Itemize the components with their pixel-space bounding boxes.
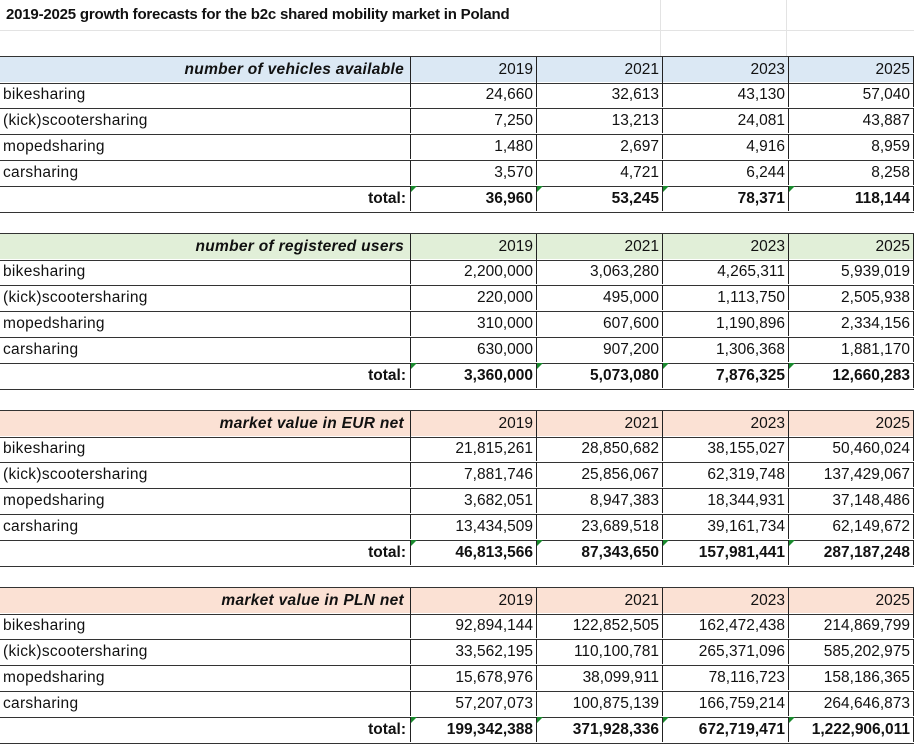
gridline [0,30,914,31]
table-row [0,134,914,161]
section-header-label[interactable]: number of vehicles available [0,57,410,82]
value-cell[interactable]: 220,000 [410,285,536,310]
formula-warning-icon [789,540,795,546]
year-header-cell[interactable]: 2025 [788,588,914,613]
value-cell[interactable]: 32,613 [536,82,662,107]
table-row [0,337,914,364]
value-cell[interactable]: 3,570 [410,160,536,185]
table-row [0,613,914,640]
table-row [0,639,914,666]
value-cell[interactable]: 158,186,365 [788,665,914,690]
section-header-label[interactable]: market value in EUR net [0,411,410,436]
formula-warning-icon [537,540,543,546]
total-label[interactable]: total: [368,367,406,384]
value-cell[interactable]: 3,682,051 [410,488,536,513]
year-header-cell[interactable]: 2025 [788,411,914,436]
total-cell[interactable]: 46,813,566 [410,540,536,565]
row-label[interactable]: bikesharing [3,263,86,280]
total-cell[interactable]: 12,660,283 [788,363,914,388]
value-cell[interactable]: 28,850,682 [536,436,662,461]
total-cell[interactable]: 287,187,248 [788,540,914,565]
total-cell[interactable]: 7,876,325 [662,363,788,388]
section-header-row [0,56,914,84]
row-label[interactable]: carsharing [3,518,79,535]
formula-warning-icon [663,717,669,723]
value-cell[interactable]: 37,148,486 [788,488,914,513]
table-row [0,160,914,187]
value-cell[interactable]: 7,250 [410,108,536,133]
table-row [0,259,914,286]
value-cell[interactable]: 1,306,368 [662,337,788,362]
value-cell[interactable]: 310,000 [410,311,536,336]
total-row [0,540,914,567]
total-cell[interactable]: 53,245 [536,186,662,211]
total-cell[interactable]: 199,342,388 [410,717,536,742]
value-cell[interactable]: 13,434,509 [410,514,536,539]
value-cell[interactable]: 4,265,311 [662,259,788,284]
table-row [0,436,914,463]
value-cell[interactable]: 907,200 [536,337,662,362]
table-row [0,691,914,718]
value-cell[interactable]: 166,759,214 [662,691,788,716]
year-header-cell[interactable]: 2021 [536,234,662,259]
section-header-label[interactable]: market value in PLN net [0,588,410,613]
value-cell[interactable]: 1,190,896 [662,311,788,336]
value-cell[interactable]: 630,000 [410,337,536,362]
total-cell[interactable]: 78,371 [662,186,788,211]
formula-warning-icon [789,717,795,723]
total-row [0,363,914,390]
value-cell[interactable]: 4,721 [536,160,662,185]
table-row [0,514,914,541]
row-label[interactable]: bikesharing [3,440,86,457]
value-cell[interactable]: 162,472,438 [662,613,788,638]
formula-warning-icon [663,540,669,546]
sheet-title: 2019-2025 growth forecasts for the b2c shared mobility market in Poland [6,6,510,23]
value-cell[interactable]: 8,947,383 [536,488,662,513]
value-cell[interactable]: 62,149,672 [788,514,914,539]
year-header-cell[interactable]: 2019 [410,588,536,613]
value-cell[interactable]: 2,334,156 [788,311,914,336]
value-cell[interactable]: 24,081 [662,108,788,133]
section-header-row [0,233,914,261]
row-label[interactable]: mopedsharing [3,669,105,686]
total-label[interactable]: total: [368,721,406,738]
total-cell[interactable]: 3,360,000 [410,363,536,388]
value-cell[interactable]: 3,063,280 [536,259,662,284]
value-cell[interactable]: 1,480 [410,134,536,159]
total-cell[interactable]: 87,343,650 [536,540,662,565]
total-row [0,186,914,213]
row-label[interactable]: (kick)scootersharing [3,643,148,660]
value-cell[interactable]: 1,113,750 [662,285,788,310]
value-cell[interactable]: 214,869,799 [788,613,914,638]
value-cell[interactable]: 2,505,938 [788,285,914,310]
formula-warning-icon [537,363,543,369]
value-cell[interactable]: 607,600 [536,311,662,336]
year-header-cell[interactable]: 2021 [536,57,662,82]
formula-warning-icon [537,186,543,192]
value-cell[interactable]: 57,207,073 [410,691,536,716]
row-label[interactable]: carsharing [3,695,79,712]
year-header-cell[interactable]: 2023 [662,234,788,259]
value-cell[interactable]: 6,244 [662,160,788,185]
formula-warning-icon [537,717,543,723]
year-header-cell[interactable]: 2021 [536,411,662,436]
year-header-cell[interactable]: 2019 [410,234,536,259]
value-cell[interactable]: 38,155,027 [662,436,788,461]
row-label[interactable]: carsharing [3,164,79,181]
year-header-cell[interactable]: 2019 [410,411,536,436]
value-cell[interactable]: 495,000 [536,285,662,310]
value-cell[interactable]: 100,875,139 [536,691,662,716]
total-cell[interactable]: 672,719,471 [662,717,788,742]
gridline [786,0,787,56]
total-cell[interactable]: 5,073,080 [536,363,662,388]
year-header-cell[interactable]: 2019 [410,57,536,82]
value-cell[interactable]: 8,959 [788,134,914,159]
row-label[interactable]: (kick)scootersharing [3,289,148,306]
formula-warning-icon [411,717,417,723]
formula-warning-icon [663,363,669,369]
row-label[interactable]: (kick)scootersharing [3,466,148,483]
year-header-cell[interactable]: 2025 [788,57,914,82]
value-cell[interactable]: 4,916 [662,134,788,159]
table-row [0,665,914,692]
value-cell[interactable]: 137,429,067 [788,462,914,487]
value-cell[interactable]: 585,202,975 [788,639,914,664]
value-cell[interactable]: 92,894,144 [410,613,536,638]
gridline [660,0,661,56]
value-cell[interactable]: 15,678,976 [410,665,536,690]
formula-warning-icon [411,363,417,369]
row-label[interactable]: carsharing [3,341,79,358]
row-label[interactable]: bikesharing [3,86,86,103]
formula-warning-icon [411,186,417,192]
total-label[interactable]: total: [368,544,406,561]
table-row [0,285,914,312]
formula-warning-icon [789,363,795,369]
value-cell[interactable]: 43,887 [788,108,914,133]
value-cell[interactable]: 23,689,518 [536,514,662,539]
value-cell[interactable]: 264,646,873 [788,691,914,716]
table-row [0,462,914,489]
table-row [0,108,914,135]
value-cell[interactable]: 39,161,734 [662,514,788,539]
value-cell[interactable]: 2,697 [536,134,662,159]
formula-warning-icon [789,186,795,192]
section-header-row [0,587,914,615]
year-header-cell[interactable]: 2023 [662,57,788,82]
table-row [0,82,914,109]
total-cell[interactable]: 371,928,336 [536,717,662,742]
section-header-label[interactable]: number of registered users [0,234,410,259]
value-cell[interactable]: 18,344,931 [662,488,788,513]
year-header-cell[interactable]: 2023 [662,588,788,613]
formula-warning-icon [411,540,417,546]
row-label[interactable]: mopedsharing [3,138,105,155]
section-header-row [0,410,914,438]
year-header-cell[interactable]: 2021 [536,588,662,613]
value-cell[interactable]: 8,258 [788,160,914,185]
value-cell[interactable]: 13,213 [536,108,662,133]
row-label[interactable]: mopedsharing [3,315,105,332]
year-header-cell[interactable]: 2023 [662,411,788,436]
total-cell[interactable]: 118,144 [788,186,914,211]
value-cell[interactable]: 57,040 [788,82,914,107]
row-label[interactable]: mopedsharing [3,492,105,509]
value-cell[interactable]: 21,815,261 [410,436,536,461]
row-label[interactable]: (kick)scootersharing [3,112,148,129]
value-cell[interactable]: 122,852,505 [536,613,662,638]
row-label[interactable]: bikesharing [3,617,86,634]
year-header-cell[interactable]: 2025 [788,234,914,259]
value-cell[interactable]: 110,100,781 [536,639,662,664]
value-cell[interactable]: 265,371,096 [662,639,788,664]
value-cell[interactable]: 62,319,748 [662,462,788,487]
total-cell[interactable]: 36,960 [410,186,536,211]
value-cell[interactable]: 24,660 [410,82,536,107]
value-cell[interactable]: 5,939,019 [788,259,914,284]
value-cell[interactable]: 2,200,000 [410,259,536,284]
value-cell[interactable]: 38,099,911 [536,665,662,690]
value-cell[interactable]: 50,460,024 [788,436,914,461]
value-cell[interactable]: 33,562,195 [410,639,536,664]
formula-warning-icon [663,186,669,192]
total-row [0,717,914,744]
value-cell[interactable]: 43,130 [662,82,788,107]
table-row [0,311,914,338]
table-row [0,488,914,515]
total-cell[interactable]: 1,222,906,011 [788,717,914,742]
value-cell[interactable]: 25,856,067 [536,462,662,487]
total-cell[interactable]: 157,981,441 [662,540,788,565]
total-label[interactable]: total: [368,190,406,207]
value-cell[interactable]: 1,881,170 [788,337,914,362]
value-cell[interactable]: 7,881,746 [410,462,536,487]
value-cell[interactable]: 78,116,723 [662,665,788,690]
